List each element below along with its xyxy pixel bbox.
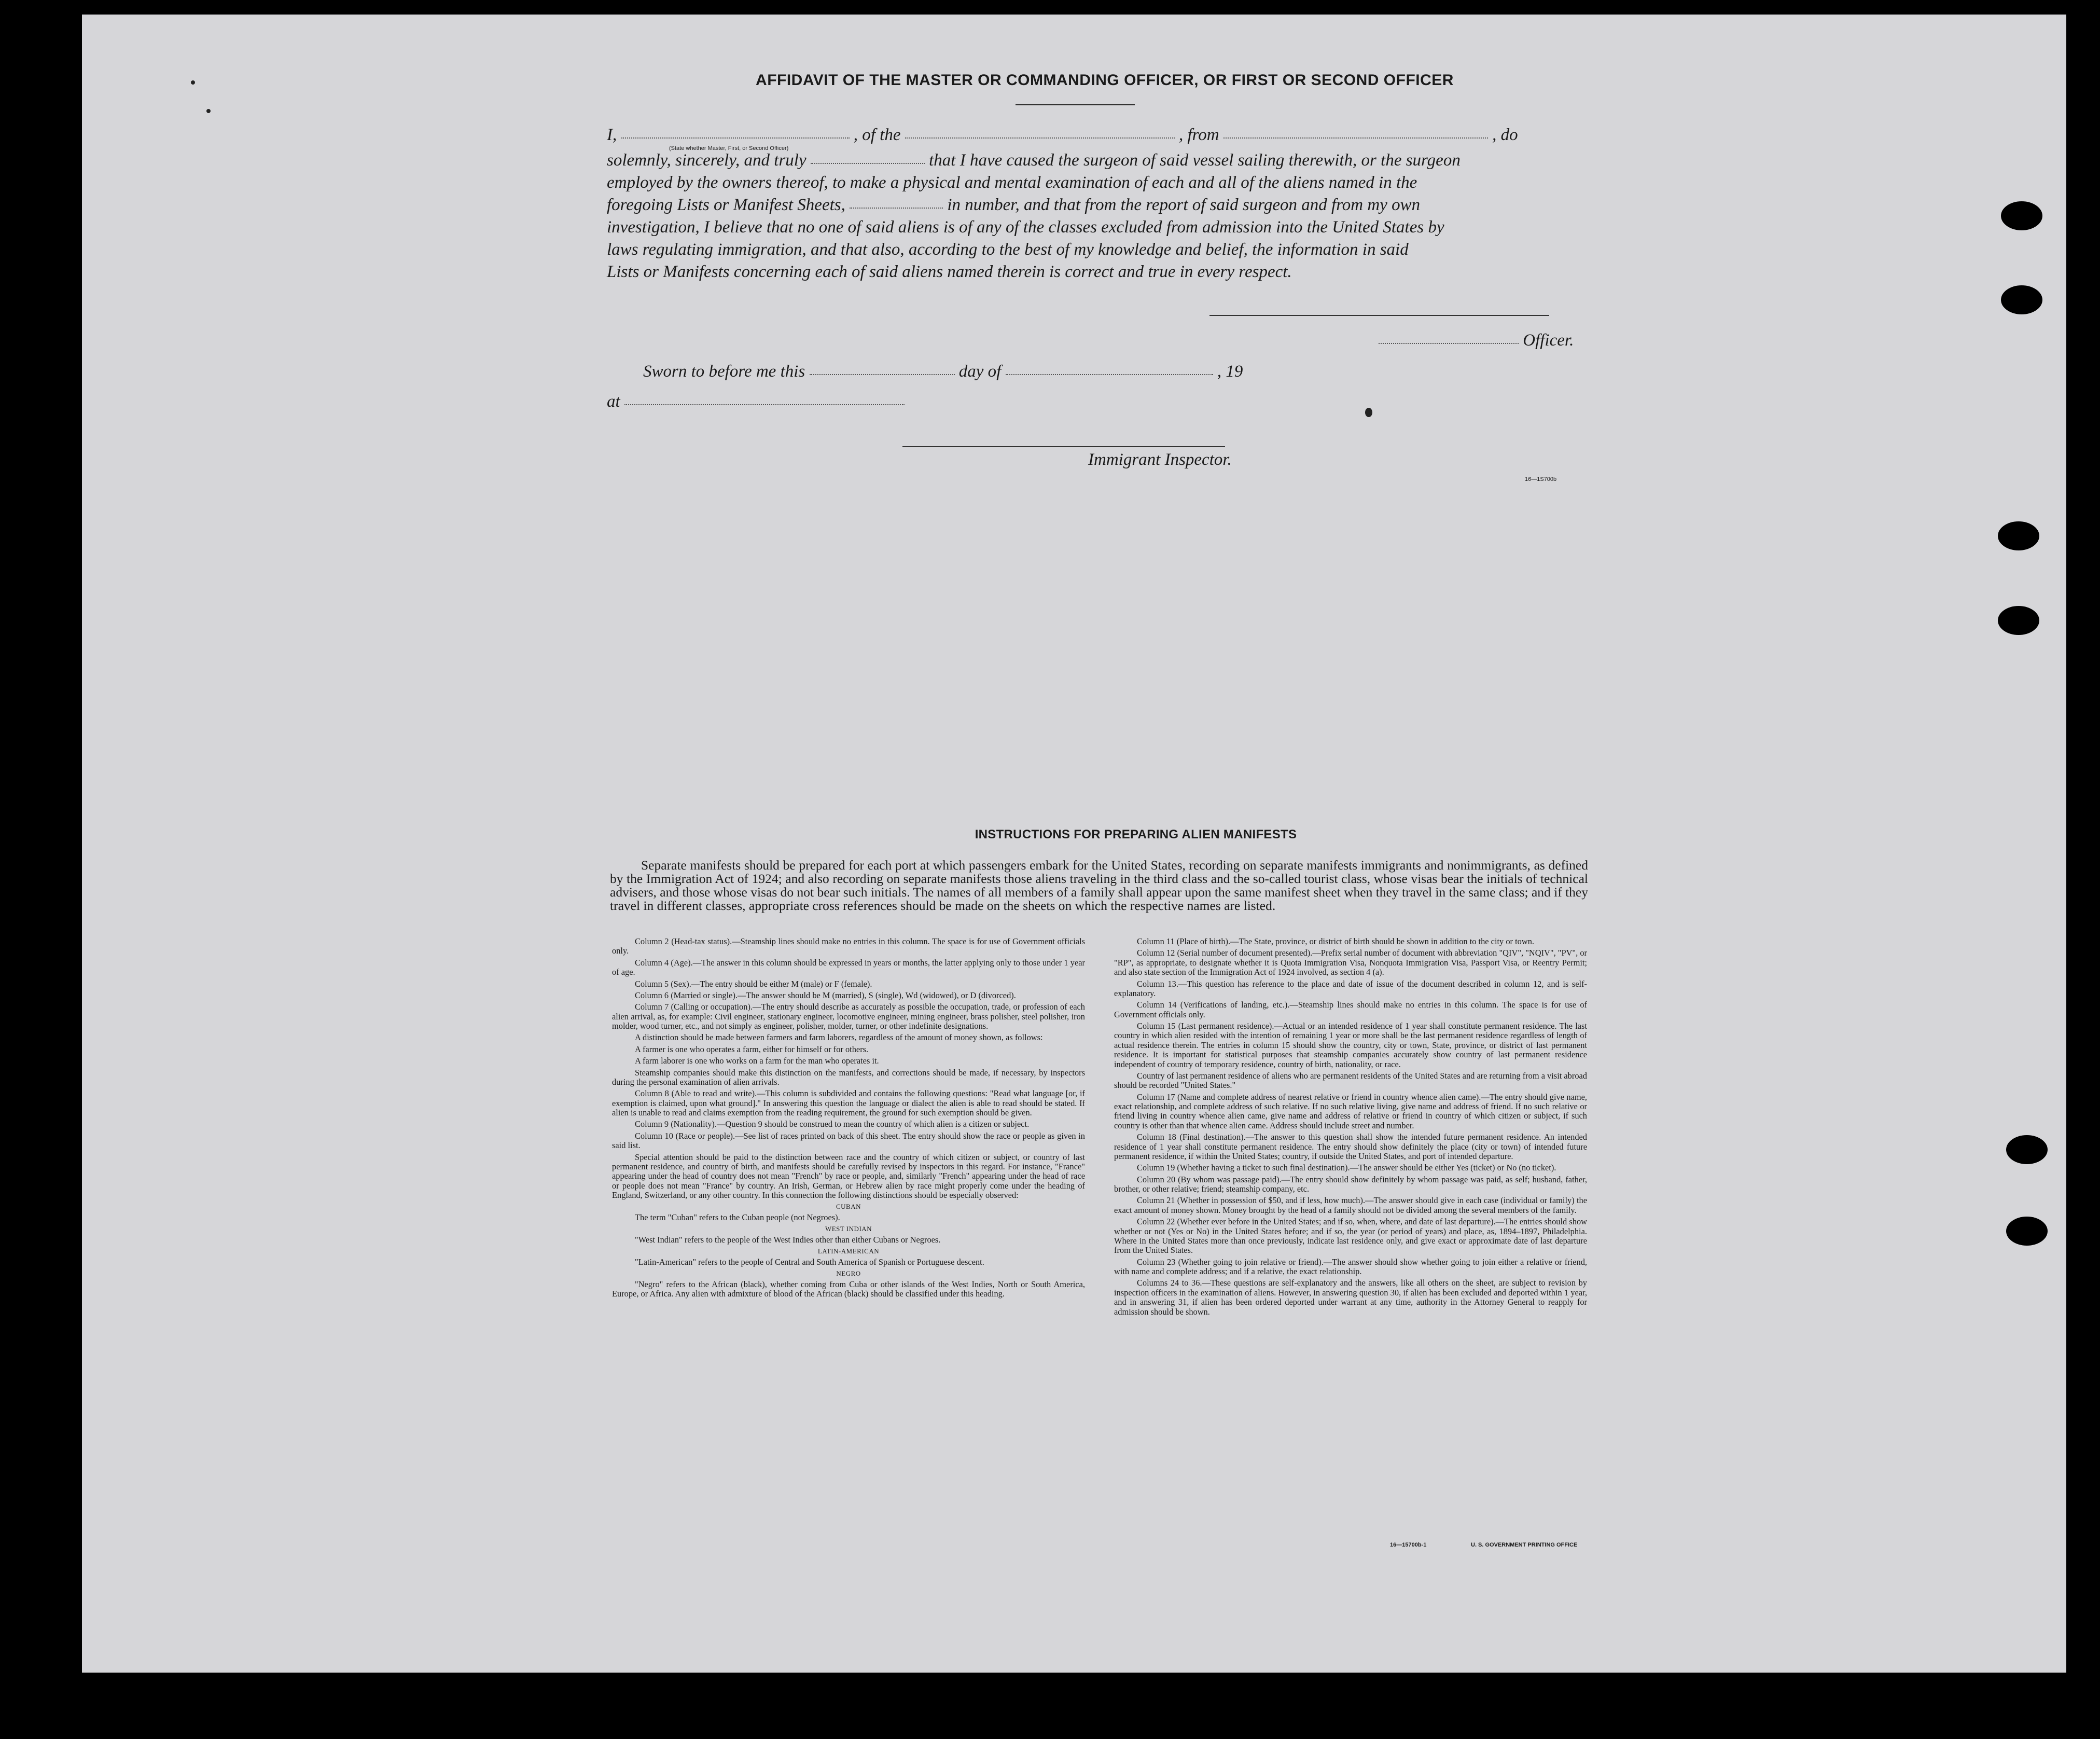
affidavit-line-5: investigation, I believe that no one of said aliens is of any of the classes excluded from admission into the United States by bbox=[607, 218, 1444, 237]
affidavit-line-1 bbox=[607, 126, 1592, 145]
column-12-note: Column 12 (Serial number of document presented).—Prefix serial number of document with abbreviation "QIV", "NQIV", "PV", or "RP", as appropriate, to designate whether it is Quota Immigration Visa, Nonquota Immigration Visa, Passport Visa, or Reentry Permit; and also state section of the Immigration Act of 1924 involved, as section 4 (a). bbox=[1114, 948, 1587, 977]
column-4-note: Column 4 (Age).—The answer in this column should be expressed in years or months, the latter applying only to those under 1 year of age. bbox=[612, 957, 1085, 977]
binder-hole bbox=[2006, 1135, 2048, 1164]
affidavit-line-2 bbox=[607, 151, 1592, 170]
instructions-left-column bbox=[612, 937, 1085, 1301]
residence-note: Country of last permanent residence of aliens who are permanent residents of the United States and are returning from a visit abroad should be recorded "United States." bbox=[1114, 1070, 1587, 1091]
text-i: I, bbox=[607, 126, 617, 144]
column-6-note: Column 6 (Married or single).—The answer should be M (married), S (single), Wd (widowed), or D (divorced). bbox=[635, 990, 1016, 1000]
column-19-note: Column 19 (Whether having a ticket to such final destination).—The answer should be either Yes (ticket) or No (no ticket). bbox=[1137, 1163, 1556, 1173]
column-15-note: Column 15 (Last permanent residence).—Actual or an intended residence of 1 year shall constitute permanent residence. The last country in which alien resided with the intention of remaining 1 year or more shall be the last permanent residence regardless of length of actual residence therein. The entries in column 15 should show the country, city or town, State, province, or district of last permanent residence. It is important for statistical purposes that steamship companies accurately show country of last permanent residence independent of country of temporary residence, country of birth, nationality, or race. bbox=[1114, 1021, 1587, 1069]
instructions-title: INSTRUCTIONS FOR PREPARING ALIEN MANIFESTS bbox=[975, 827, 1297, 841]
west-indian-heading: WEST INDIAN bbox=[825, 1225, 872, 1233]
text-from: , from bbox=[1178, 126, 1219, 144]
columns-24-36-note: Columns 24 to 36.—These questions are self-explanatory and the answers, like all others on the sheet, are subject to revision by inspection officers in the examination of aliens. However, in answering question 30, if alien has been excluded and deported within 1 year, and in answering 31, if alien has been ordered deported under warrant at any time, authority in the Attorney General to reapply for admission should be shown. bbox=[1114, 1278, 1587, 1317]
column-10-note: Column 10 (Race or people).—See list of races printed on back of this sheet. The entry should show the race or people as given in said list. bbox=[612, 1130, 1085, 1151]
binder-hole bbox=[2001, 285, 2042, 314]
officer-blank bbox=[1379, 339, 1519, 344]
farmer-definition: A farmer is one who operates a farm, either for himself or for others. bbox=[635, 1044, 869, 1054]
affidavit-line-7: Lists or Manifests concerning each of said aliens named therein is correct and true in every respect. bbox=[607, 263, 1292, 281]
instructions-intro: Separate manifests should be prepared for each port at which passengers embark for the United States, recording on separate manifests immigrants and nonimmigrants, as defined by the Immigration Act of 1924; and also recording on separate manifests those aliens traveling in the third class and the so-called tourist class, whose visas bear the initials of technical advisers, and those whose visas do not bear such initials. The names of all members of a family shall appear upon the same manifest sheet when they travel in the same class; and if they travel in different classes, appropriate cross references should be made on the sheets on which the respective names are listed. bbox=[610, 858, 1589, 913]
title-rule bbox=[1016, 104, 1135, 105]
text-sworn: Sworn to before me this bbox=[643, 362, 805, 381]
race-attention-note: Special attention should be paid to the distinction between race and the country of which citizen or subject, or country of last permanent residence, and country of birth, and manifests should be carefully revised by inspectors in this regard. For instance, "France" appearing under the head of country does not mean "French" by race or people, and, similarly "French" appearing under the head of race or people does not mean "France" by country. An Irish, German, or Hebrew alien by race might properly come under the heading of England, Switzerland, or any other country. In this connection the following distinctions should be especially observed: bbox=[612, 1152, 1085, 1200]
column-23-note: Column 23 (Whether going to join relative or friend).—The answer should show whether going to join either a relative or friend, with name and complete address; and if a relative, the exact relationship. bbox=[1114, 1257, 1587, 1276]
footer-form-number: 16—15700b-1 bbox=[1390, 1542, 1427, 1548]
farmer-distinction: A distinction should be made between farmers and farm laborers, regardless of the amount of money shown, as follows: bbox=[635, 1032, 1043, 1043]
affidavit-line-4 bbox=[607, 196, 1592, 215]
column-17-note: Column 17 (Name and complete address of nearest relative or friend in country whence alien came).—The entry should give name, exact relationship, and complete address of such relative. If no such relative living, give name and address of friend. If no such relative or friend living in country whence alien came, give name and address of relative or friend in country of which citizen or subject, if such country is other than that whence alien came. Address should include street and number. bbox=[1114, 1092, 1587, 1130]
text-day-of: day of bbox=[958, 362, 1002, 381]
latin-american-definition: "Latin-American" refers to the people of Central and South America of Spanish or Portuguese descent. bbox=[635, 1257, 984, 1267]
speck-mark bbox=[206, 109, 211, 113]
affidavit-line-3: employed by the owners thereof, to make a physical and mental examination of each and all of the aliens named in the bbox=[607, 173, 1417, 192]
column-22-note: Column 22 (Whether ever before in the United States; and if so, when, where, and date of last departure).—The entries should show whether or not (Yes or No) in the United States before; and if so, the year (or period of years) and place, as, 1894–1897, Philadelphia. Where in the United States more than once previously, indicate last residence only, and give exact or approximate date of last departure from the United States. bbox=[1114, 1217, 1587, 1255]
name-blank bbox=[621, 133, 850, 139]
text-of-the: , of the bbox=[853, 126, 901, 144]
binder-hole bbox=[2006, 1217, 2048, 1246]
count-blank bbox=[850, 203, 943, 209]
farm-laborer-definition: A farm laborer is one who works on a farm for the man who operates it. bbox=[635, 1056, 879, 1066]
at-line bbox=[607, 392, 1592, 411]
port-blank bbox=[1223, 133, 1488, 139]
column-11-note: Column 11 (Place of birth).—The State, province, or district of birth should be shown in addition to the city or town. bbox=[1137, 936, 1534, 946]
officer-label: Officer. bbox=[1523, 331, 1574, 350]
column-14-note: Column 14 (Verifications of landing, etc.).—Steamship lines should make no entries in this column. The space is for use of Government officials only. bbox=[1114, 1000, 1587, 1019]
binder-hole bbox=[1998, 606, 2039, 635]
text-solemnly: solemnly, sincerely, and truly bbox=[607, 151, 806, 170]
text-foregoing: foregoing Lists or Manifest Sheets, bbox=[607, 196, 845, 214]
swear-blank bbox=[811, 159, 925, 164]
column-5-note: Column 5 (Sex).—The entry should be either M (male) or F (female). bbox=[635, 978, 872, 989]
negro-definition: "Negro" refers to the African (black), whether coming from Cuba or other islands of the West Indies, North or South America, Europe, or Africa. Any alien with admixture of blood of the African (black) should be classified under this heading. bbox=[612, 1279, 1085, 1299]
officer-signature bbox=[1379, 331, 1586, 350]
inspector-line bbox=[902, 446, 1225, 447]
inspector-label: Immigrant Inspector. bbox=[1088, 450, 1232, 469]
column-20-note: Column 20 (By whom was passage paid).—The entry should show definitely by whom passage was paid, as self; husband, father, brother, or other relative; friend; steamship company, etc. bbox=[1114, 1174, 1587, 1194]
affidavit-title: AFFIDAVIT OF THE MASTER OR COMMANDING OFFICER, OR FIRST OR SECOND OFFICER bbox=[756, 72, 1454, 89]
latin-american-heading: LATIN-AMERICAN bbox=[817, 1247, 880, 1255]
affidavit-line-6: laws regulating immigration, and that also, according to the best of my knowledge and belief, the information in said bbox=[607, 240, 1409, 259]
speck-mark bbox=[191, 80, 195, 85]
column-8-note: Column 8 (Able to read and write).—This column is subdivided and contains the following questions: "Read what language [or, if exemption is claimed, upon what ground]." In answering this question the language or dialect the alien is able to read should be stated. If alien is unable to read and claims exemption from the reading requirement, the ground for such exemption should be given. bbox=[612, 1088, 1085, 1117]
binder-hole bbox=[2001, 201, 2042, 230]
steamship-distinction: Steamship companies should make this distinction on the manifests, and corrections should be made, if necessary, by inspectors during the personal examination of alien arrivals. bbox=[612, 1067, 1085, 1087]
negro-heading: NEGRO bbox=[836, 1269, 861, 1278]
footer-printing-office: U. S. GOVERNMENT PRINTING OFFICE bbox=[1471, 1542, 1578, 1548]
text-in-number: in number, and that from the report of said surgeon and from my own bbox=[947, 196, 1421, 214]
place-blank bbox=[624, 400, 905, 405]
column-2-note: Column 2 (Head-tax status).—Steamship lines should make no entries in this column. The space is for use of Government officials only. bbox=[612, 936, 1085, 956]
text-at: at bbox=[607, 392, 620, 411]
text-surgeon: that I have caused the surgeon of said vessel sailing therewith, or the surgeon bbox=[929, 151, 1461, 170]
day-blank bbox=[810, 370, 955, 375]
sworn-line bbox=[643, 362, 1629, 381]
column-9-note: Column 9 (Nationality).—Question 9 should be construed to mean the country of which alien is a citizen or subject. bbox=[635, 1119, 1030, 1129]
cuban-heading: CUBAN bbox=[836, 1203, 861, 1211]
month-blank bbox=[1006, 370, 1213, 375]
text-do: , do bbox=[1492, 126, 1518, 144]
west-indian-definition: "West Indian" refers to the people of the West Indies other than either Cubans or Negroes. bbox=[635, 1234, 941, 1245]
signature-line bbox=[1209, 315, 1549, 316]
officer-note: (State whether Master, First, or Second Officer) bbox=[669, 145, 789, 151]
text-year: , 19 bbox=[1217, 362, 1243, 381]
column-7-note: Column 7 (Calling or occupation).—The entry should describe as accurately as possible the occupation, trade, or profession of each alien arrival, as, for example: Civil engineer, stationary engineer, locomotive engineer, mining engineer, brass polisher, steel polisher, iron molder, wood turner, etc., and not simply as engineer, polisher, molder, turner, or other indefinite designations. bbox=[612, 1002, 1085, 1031]
binder-hole bbox=[1998, 521, 2039, 550]
cuban-definition: The term "Cuban" refers to the Cuban people (not Negroes). bbox=[635, 1212, 840, 1222]
column-18-note: Column 18 (Final destination).—The answer to this question shall show the intended future permanent residence. An intended residence of 1 year shall constitute permanent residence. The entry should show definitely the place (city or town) of intended future permanent residence, if within the United States; country, if outside the United States, and port of intended departure. bbox=[1114, 1132, 1587, 1161]
column-21-note: Column 21 (Whether in possession of $50, and if less, how much).—The answer should give in each case (individual or family) the exact amount of money shown. Money brought by the head of a family should not be divided among the several members of the family. bbox=[1114, 1195, 1587, 1215]
vessel-blank bbox=[905, 133, 1175, 139]
form-number: 16—1S700b bbox=[1525, 476, 1557, 482]
instructions-right-column bbox=[1114, 937, 1587, 1319]
column-13-note: Column 13.—This question has reference to the place and date of issue of the document described in column 12, and is self-explanatory. bbox=[1114, 978, 1587, 998]
